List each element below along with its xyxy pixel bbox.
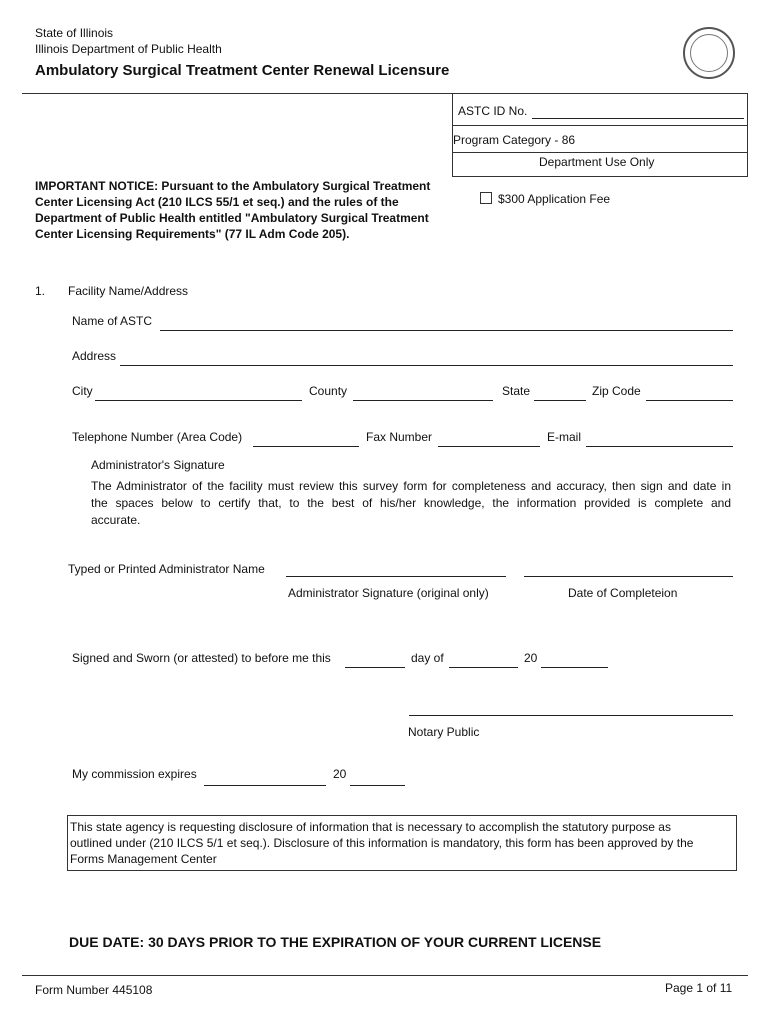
disclosure-line: This state agency is requesting disclosure of information that is necessary to accomplish the statutory purpose as: [70, 820, 671, 834]
notice-line: IMPORTANT NOTICE: Pursuant to the Ambulatory Surgical Treatment: [35, 179, 431, 193]
administrator-signature-field[interactable]: [286, 576, 506, 577]
admin-instructions-line: the spaces below to certify that, to the best of his/her knowledge, the information provided is complete and: [91, 496, 731, 510]
admin-instructions-line: accurate.: [91, 513, 141, 527]
id-box-divider-2: [452, 152, 748, 153]
notary-public-label: Notary Public: [408, 725, 480, 739]
fax-number-field[interactable]: [438, 446, 540, 447]
email-field[interactable]: [586, 446, 733, 447]
notice-line: Center Licensing Act (210 ILCS 55/1 et seq.) and the rules of the: [35, 195, 399, 209]
application-fee-label: $300 Application Fee: [498, 192, 611, 206]
section-heading: Facility Name/Address: [68, 284, 189, 298]
notary-signature-field[interactable]: [409, 715, 733, 716]
footer-divider: [22, 975, 748, 976]
section-number: 1.: [35, 284, 46, 298]
fax-number-label: Fax Number: [366, 430, 433, 444]
day-of-label: day of: [411, 651, 444, 665]
department-use-label: Department Use Only: [539, 155, 655, 169]
commission-expires-label: My commission expires: [72, 767, 197, 781]
city-label: City: [72, 384, 93, 398]
astc-id-field[interactable]: [532, 118, 744, 119]
id-box-divider-1: [452, 125, 748, 126]
sworn-day-field[interactable]: [345, 667, 405, 668]
county-label: County: [309, 384, 348, 398]
email-label: E-mail: [547, 430, 582, 444]
disclosure-line: Forms Management Center: [70, 852, 217, 866]
astc-name-field[interactable]: [160, 330, 733, 331]
telephone-label: Telephone Number (Area Code): [72, 430, 243, 444]
state-seal-icon: [683, 27, 735, 79]
commission-year-prefix: 20: [333, 767, 347, 781]
date-completion-label: Date of Completeion: [568, 586, 678, 600]
form-number: Form Number 445108: [35, 983, 153, 997]
notice-line: Department of Public Health entitled "Ambulatory Surgical Treatment: [35, 211, 429, 225]
due-date-notice: DUE DATE: 30 DAYS PRIOR TO THE EXPIRATION OF YOUR CURRENT LICENSE: [69, 934, 602, 950]
city-field[interactable]: [95, 400, 302, 401]
county-field[interactable]: [353, 400, 493, 401]
notice-line: Center Licensing Requirements" (77 IL Adm Code 205).: [35, 227, 350, 241]
admin-signature-label: Administrator Signature (original only): [288, 586, 489, 600]
disclosure-box: [67, 815, 737, 871]
page-number: Page 1 of 11: [665, 981, 733, 995]
sworn-year-prefix: 20: [524, 651, 538, 665]
zip-code-field[interactable]: [646, 400, 733, 401]
sworn-month-field[interactable]: [449, 667, 518, 668]
address-field[interactable]: [120, 365, 733, 366]
typed-name-label: Typed or Printed Administrator Name: [68, 562, 265, 576]
state-label: State of Illinois: [35, 26, 114, 40]
important-notice: [35, 178, 455, 242]
sworn-year-field[interactable]: [541, 667, 608, 668]
zip-code-label: Zip Code: [592, 384, 641, 398]
admin-signature-heading: Administrator's Signature: [91, 458, 225, 472]
page-title: Ambulatory Surgical Treatment Center Renewal Licensure: [35, 62, 450, 79]
address-label: Address: [72, 349, 117, 363]
state-field-label: State: [502, 384, 531, 398]
sworn-label: Signed and Sworn (or attested) to before me this: [72, 651, 331, 665]
astc-name-label: Name of ASTC: [72, 314, 153, 328]
commission-year-field[interactable]: [350, 785, 405, 786]
telephone-field[interactable]: [253, 446, 359, 447]
program-category: Program Category - 86: [453, 133, 576, 147]
commission-date-field[interactable]: [204, 785, 326, 786]
application-fee-checkbox[interactable]: [480, 192, 492, 204]
disclosure-line: outlined under (210 ILCS 5/1 et seq.). Disclosure of this information is mandatory, this form has been approved by the: [70, 836, 694, 850]
admin-instructions: [91, 478, 731, 529]
department-label: Illinois Department of Public Health: [35, 42, 222, 56]
state-field[interactable]: [534, 400, 586, 401]
admin-instructions-line: The Administrator of the facility must review this survey form for completeness and accuracy, then sign and date in: [91, 479, 731, 493]
astc-id-label: ASTC ID No.: [458, 104, 528, 118]
date-of-completion-field[interactable]: [524, 576, 733, 577]
